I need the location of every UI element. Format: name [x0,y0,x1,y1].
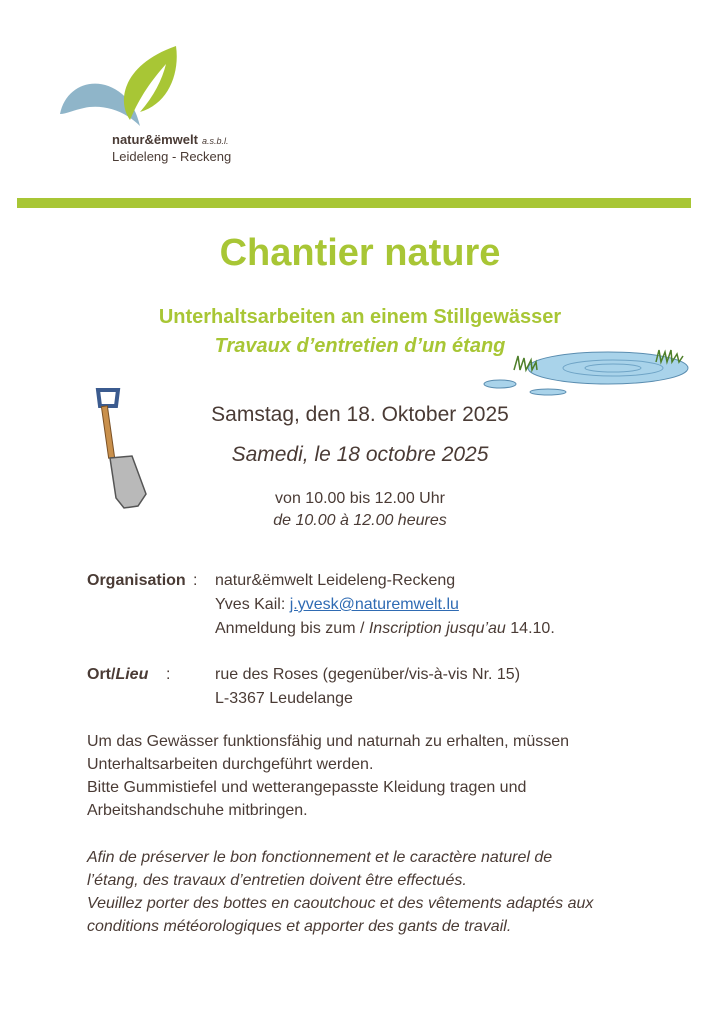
paragraph-fr-line: l’étang, des travaux d’entretien doivent être effectués. [87,872,467,889]
organisation-registration: Anmeldung bis zum / Inscription jusqu’au 14.10. [215,620,555,637]
paragraph-de-line: Unterhaltsarbeiten durchgeführt werden. [87,756,374,773]
subtitle-fr: Travaux d’entretien d’un étang [214,335,506,357]
date-de: Samstag, den 18. Oktober 2025 [211,403,509,426]
paragraph-de-line: Arbeitshandschuhe mitbringen. [87,802,308,819]
paragraph-fr-line: Veuillez porter des bottes en caoutchouc et des vêtements adaptés aux [87,895,594,912]
paragraph-de-line: Bitte Gummistiefel und wetterangepasste Kleidung tragen und [87,779,527,796]
org-name: natur&ëmwelt a.s.b.l. [112,132,229,147]
organisation-label: Organisation [87,572,186,589]
date-fr: Samedi, le 18 octobre 2025 [231,443,489,466]
location-colon: : [166,666,171,683]
header-divider [17,198,691,208]
organisation-logo [58,44,188,134]
location-line2: L-3367 Leudelange [215,690,353,707]
org-location: Leideleng - Reckeng [112,149,232,164]
pond-illustration [478,338,702,396]
paragraph-de-line: Um das Gewässer funktionsfähig und naturnah zu erhalten, müssen [87,733,570,750]
page-title: Chantier nature [219,232,501,274]
paragraph-fr [87,846,667,938]
location-label: Ort/Lieu [87,666,149,683]
organisation-contact: Yves Kail: j.yvesk@naturemwelt.lu [215,596,459,613]
subtitle-de: Unterhaltsarbeiten an einem Stillgewässer [158,306,562,328]
org-suffix: a.s.b.l. [201,136,229,146]
time-fr: de 10.00 à 12.00 heures [273,512,447,529]
location-line1: rue des Roses (gegenüber/vis-à-vis Nr. 15) [215,666,521,683]
email-link[interactable]: j.yvesk@naturemwelt.lu [289,596,459,613]
paragraph-fr-line: conditions météorologiques et apporter des gants de travail. [87,918,512,935]
time-de: von 10.00 bis 12.00 Uhr [275,490,445,507]
organisation-colon: : [193,572,198,589]
paragraph-fr-line: Afin de préserver le bon fonctionnement et le caractère naturel de [87,849,553,866]
organisation-line1: natur&ëmwelt Leideleng-Reckeng [215,572,456,589]
paragraph-de [87,730,667,822]
